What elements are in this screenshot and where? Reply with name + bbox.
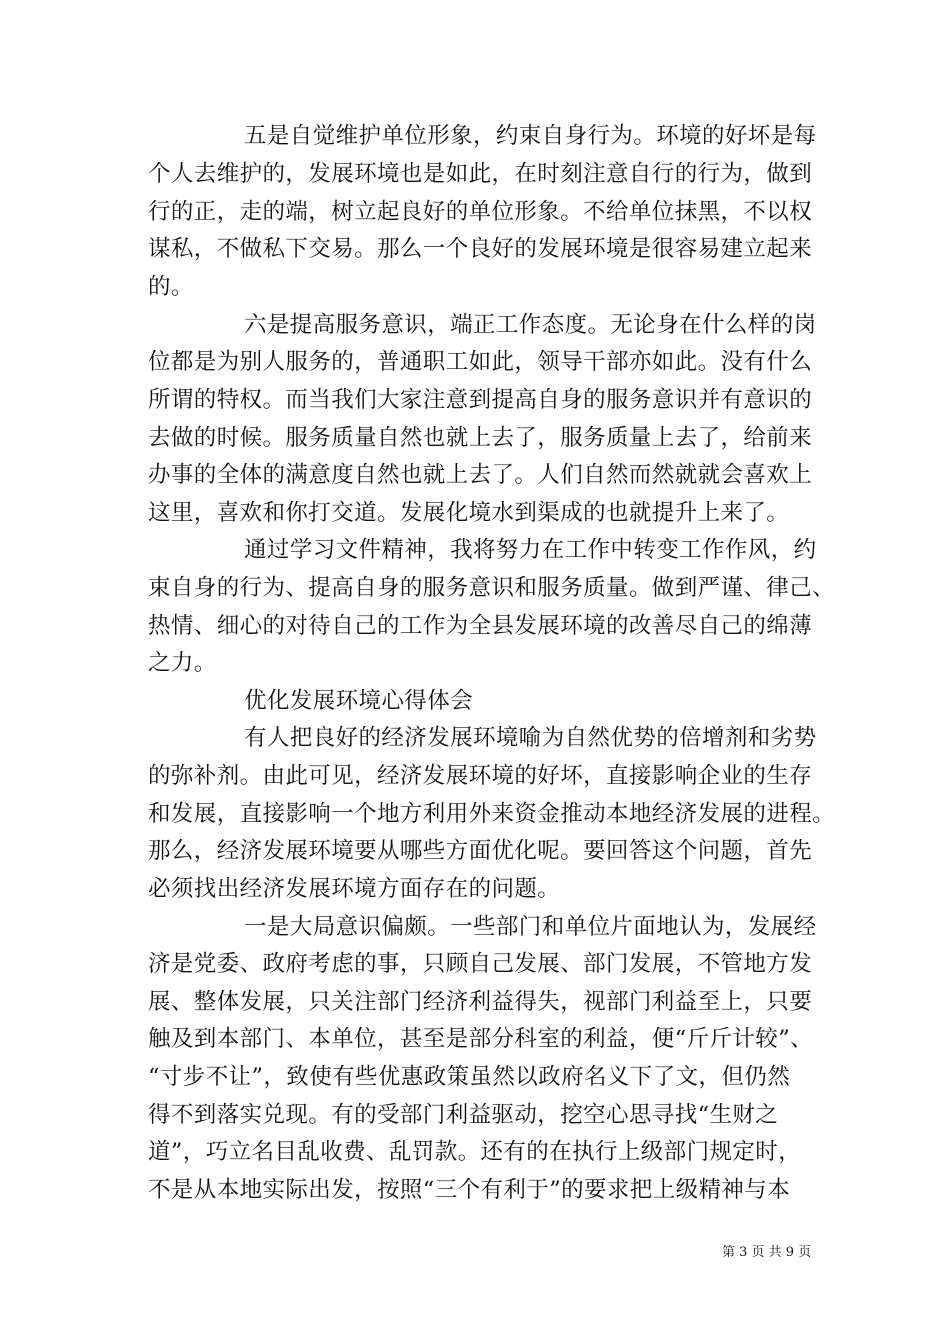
paragraph-5-line-2: 个人去维护的，发展环境也是如此，在时刻注意自行的行为，做到 <box>148 161 813 187</box>
paragraph-6-line-2: 位都是为别人服务的，普通职工如此，领导干部亦如此。没有什么 <box>148 349 813 375</box>
conclusion-line-1: 通过学习文件精神，我将努力在工作中转变工作作风，约 <box>244 537 817 563</box>
paragraph-5-line-5: 的。 <box>148 274 194 300</box>
intro-line-4: 那么，经济发展环境要从哪些方面优化呢。要回答这个问题，首先 <box>148 838 813 864</box>
point-1-line-1: 一是大局意识偏颇。一些部门和单位片面地认为，发展经 <box>244 914 817 940</box>
point-1-line-8: 不是从本地实际出发，按照“三个有利于”的要求把上级精神与本 <box>148 1177 791 1203</box>
point-1-line-7: 道”，巧立名目乱收费、乱罚款。还有的在执行上级部门规定时， <box>148 1139 802 1165</box>
point-1-line-3: 展、整体发展，只关注部门经济利益得失，视部门利益至上，只要 <box>148 989 813 1015</box>
point-1-line-2: 济是党委、政府考虑的事，只顾自己发展、部门发展，不管地方发 <box>148 951 813 977</box>
paragraph-6-line-5: 办事的全体的满意度自然也就上去了。人们自然而然就就会喜欢上 <box>148 462 813 488</box>
intro-line-1: 有人把良好的经济发展环境喻为自然优势的倍增剂和劣势 <box>244 725 817 751</box>
paragraph-6-line-6: 这里，喜欢和你打交道。发展化境水到渠成的也就提升上来了。 <box>148 500 790 526</box>
point-1-line-6: 得不到落实兑现。有的受部门利益驱动，挖空心思寻找“生财之 <box>148 1102 779 1128</box>
point-1-line-5: “寸步不让”，致使有些优惠政策虽然以政府名义下了文，但仍然 <box>148 1064 791 1090</box>
intro-line-3: 和发展，直接影响一个地方利用外来资金推动本地经济发展的进程。 <box>148 801 836 827</box>
paragraph-6-line-3: 所谓的特权。而当我们大家注意到提高自身的服务意识并有意识的 <box>148 387 813 413</box>
intro-line-5: 必须找出经济发展环境方面存在的问题。 <box>148 876 561 902</box>
paragraph-6-line-4: 去做的时候。服务质量自然也就上去了，服务质量上去了，给前来 <box>148 425 813 451</box>
intro-line-2: 的弥补剂。由此可见，经济发展环境的好坏，直接影响企业的生存 <box>148 763 813 789</box>
paragraph-5-line-1: 五是自觉维护单位形象，约束自身行为。环境的好坏是每 <box>244 123 817 149</box>
paragraph-5-line-4: 谋私，不做私下交易。那么一个良好的发展环境是很容易建立起来 <box>148 236 813 262</box>
paragraph-6-line-1: 六是提高服务意识，端正工作态度。无论身在什么样的岗 <box>244 312 817 338</box>
conclusion-line-2: 束自身的行为、提高自身的服务意识和服务质量。做到严谨、律己、 <box>148 575 836 601</box>
conclusion-line-3: 热情、细心的对待自己的工作为全县发展环境的改善尽自己的绵薄 <box>148 613 813 639</box>
paragraph-5-line-3: 行的正，走的端，树立起良好的单位形象。不给单位抹黑，不以权 <box>148 199 813 225</box>
conclusion-line-4: 之力。 <box>148 650 217 676</box>
point-1-line-4: 触及到本部门、本单位，甚至是部分科室的利益，便“斤斤计较”、 <box>148 1026 814 1052</box>
section-title: 优化发展环境心得体会 <box>244 688 474 714</box>
page-number-footer: 第 3 页 共 9 页 <box>722 1245 812 1260</box>
